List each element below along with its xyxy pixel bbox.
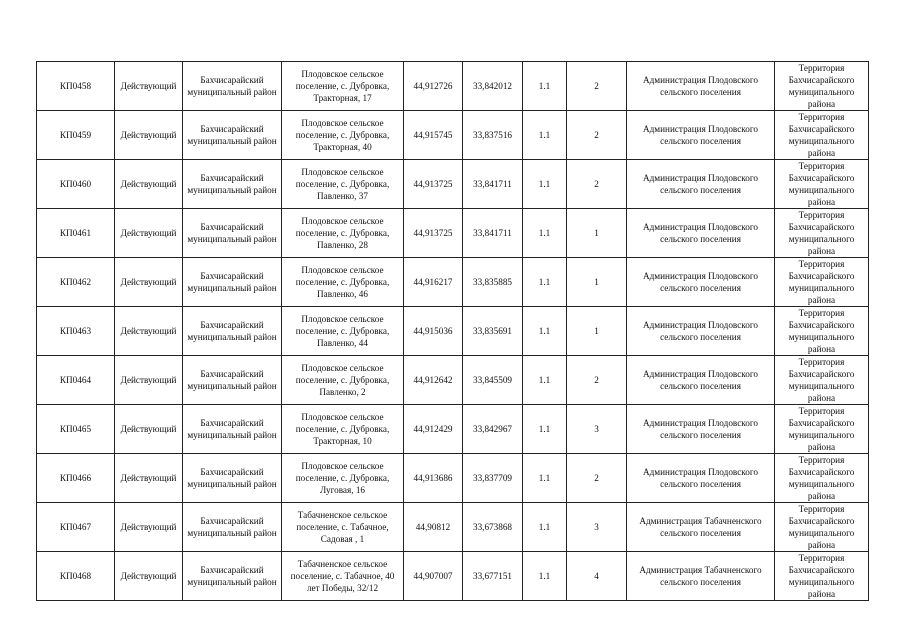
collection-points-table: [36, 61, 869, 601]
address: Плодовское сельское поселение, с. Дубровка, Тракторная, 17: [282, 62, 404, 111]
point-status: Действующий: [115, 62, 183, 111]
container-type: 1.1: [523, 258, 567, 307]
container-count: 1: [567, 307, 627, 356]
table-row: [37, 160, 869, 209]
table-row: [37, 552, 869, 601]
territory: Территория Бахчисарайского муниципального района: [775, 62, 869, 111]
territory: Территория Бахчисарайского муниципального района: [775, 503, 869, 552]
address: Плодовское сельское поселение, с. Дубровка, Павленко, 37: [282, 160, 404, 209]
territory: Территория Бахчисарайского муниципального района: [775, 356, 869, 405]
owner: Администрация Плодовского сельского поселения: [627, 307, 775, 356]
owner: Администрация Плодовского сельского поселения: [627, 160, 775, 209]
owner: Администрация Плодовского сельского поселения: [627, 111, 775, 160]
district: Бахчисарайский муниципальный район: [183, 552, 282, 601]
owner: Администрация Табачненского сельского поселения: [627, 552, 775, 601]
longitude: 33,841711: [463, 160, 523, 209]
longitude: 33,673868: [463, 503, 523, 552]
table-row: [37, 307, 869, 356]
district: Бахчисарайский муниципальный район: [183, 209, 282, 258]
longitude: 33,842967: [463, 405, 523, 454]
longitude: 33,837516: [463, 111, 523, 160]
point-id: КП0467: [37, 503, 115, 552]
point-id: КП0464: [37, 356, 115, 405]
table-row: [37, 62, 869, 111]
territory: Территория Бахчисарайского муниципального района: [775, 552, 869, 601]
container-type: 1.1: [523, 552, 567, 601]
point-id: КП0468: [37, 552, 115, 601]
longitude: 33,835885: [463, 258, 523, 307]
table-row: [37, 356, 869, 405]
container-type: 1.1: [523, 356, 567, 405]
table-row: [37, 454, 869, 503]
district: Бахчисарайский муниципальный район: [183, 258, 282, 307]
owner: Администрация Плодовского сельского поселения: [627, 454, 775, 503]
table-row: [37, 111, 869, 160]
container-count: 3: [567, 405, 627, 454]
latitude: 44,912726: [404, 62, 463, 111]
address: Плодовское сельское поселение, с. Дубровка, Луговая, 16: [282, 454, 404, 503]
container-count: 3: [567, 503, 627, 552]
latitude: 44,913725: [404, 160, 463, 209]
address: Плодовское сельское поселение, с. Дубровка, Тракторная, 40: [282, 111, 404, 160]
point-id: КП0459: [37, 111, 115, 160]
district: Бахчисарайский муниципальный район: [183, 405, 282, 454]
container-count: 2: [567, 62, 627, 111]
address: Плодовское сельское поселение, с. Дубровка, Павленко, 46: [282, 258, 404, 307]
container-count: 2: [567, 356, 627, 405]
container-type: 1.1: [523, 160, 567, 209]
district: Бахчисарайский муниципальный район: [183, 160, 282, 209]
longitude: 33,842012: [463, 62, 523, 111]
point-status: Действующий: [115, 405, 183, 454]
table-body: [37, 62, 869, 601]
container-count: 4: [567, 552, 627, 601]
longitude: 33,845509: [463, 356, 523, 405]
longitude: 33,677151: [463, 552, 523, 601]
container-type: 1.1: [523, 454, 567, 503]
latitude: 44,916217: [404, 258, 463, 307]
longitude: 33,841711: [463, 209, 523, 258]
point-status: Действующий: [115, 160, 183, 209]
district: Бахчисарайский муниципальный район: [183, 503, 282, 552]
latitude: 44,912642: [404, 356, 463, 405]
table-row: [37, 503, 869, 552]
container-count: 2: [567, 160, 627, 209]
point-status: Действующий: [115, 111, 183, 160]
district: Бахчисарайский муниципальный район: [183, 307, 282, 356]
latitude: 44,913725: [404, 209, 463, 258]
latitude: 44,90812: [404, 503, 463, 552]
territory: Территория Бахчисарайского муниципального района: [775, 111, 869, 160]
point-status: Действующий: [115, 356, 183, 405]
territory: Территория Бахчисарайского муниципального района: [775, 454, 869, 503]
latitude: 44,913686: [404, 454, 463, 503]
territory: Территория Бахчисарайского муниципального района: [775, 209, 869, 258]
point-id: КП0466: [37, 454, 115, 503]
owner: Администрация Плодовского сельского поселения: [627, 62, 775, 111]
point-id: КП0463: [37, 307, 115, 356]
longitude: 33,835691: [463, 307, 523, 356]
address: Плодовское сельское поселение, с. Дубровка, Павленко, 28: [282, 209, 404, 258]
address: Плодовское сельское поселение, с. Дубровка, Павленко, 2: [282, 356, 404, 405]
territory: Территория Бахчисарайского муниципального района: [775, 405, 869, 454]
container-count: 1: [567, 209, 627, 258]
owner: Администрация Плодовского сельского поселения: [627, 405, 775, 454]
owner: Администрация Табачненского сельского поселения: [627, 503, 775, 552]
district: Бахчисарайский муниципальный район: [183, 454, 282, 503]
point-status: Действующий: [115, 454, 183, 503]
latitude: 44,915036: [404, 307, 463, 356]
latitude: 44,907007: [404, 552, 463, 601]
point-id: КП0458: [37, 62, 115, 111]
point-status: Действующий: [115, 552, 183, 601]
district: Бахчисарайский муниципальный район: [183, 111, 282, 160]
territory: Территория Бахчисарайского муниципального района: [775, 307, 869, 356]
owner: Администрация Плодовского сельского поселения: [627, 209, 775, 258]
container-type: 1.1: [523, 111, 567, 160]
container-count: 2: [567, 454, 627, 503]
point-id: КП0460: [37, 160, 115, 209]
container-type: 1.1: [523, 307, 567, 356]
territory: Территория Бахчисарайского муниципального района: [775, 258, 869, 307]
point-id: КП0461: [37, 209, 115, 258]
container-type: 1.1: [523, 405, 567, 454]
district: Бахчисарайский муниципальный район: [183, 62, 282, 111]
container-type: 1.1: [523, 209, 567, 258]
address: Табачненское сельское поселение, с. Табачное, Садовая , 1: [282, 503, 404, 552]
table-row: [37, 258, 869, 307]
container-count: 2: [567, 111, 627, 160]
point-status: Действующий: [115, 258, 183, 307]
container-type: 1.1: [523, 503, 567, 552]
longitude: 33,837709: [463, 454, 523, 503]
address: Плодовское сельское поселение, с. Дубровка, Тракторная, 10: [282, 405, 404, 454]
table-row: [37, 209, 869, 258]
address: Плодовское сельское поселение, с. Дубровка, Павленко, 44: [282, 307, 404, 356]
point-id: КП0465: [37, 405, 115, 454]
container-count: 1: [567, 258, 627, 307]
owner: Администрация Плодовского сельского поселения: [627, 258, 775, 307]
territory: Территория Бахчисарайского муниципального района: [775, 160, 869, 209]
point-id: КП0462: [37, 258, 115, 307]
point-status: Действующий: [115, 503, 183, 552]
point-status: Действующий: [115, 307, 183, 356]
table-row: [37, 405, 869, 454]
container-type: 1.1: [523, 62, 567, 111]
owner: Администрация Плодовского сельского поселения: [627, 356, 775, 405]
address: Табачненское сельское поселение, с. Табачное, 40 лет Победы, 32/12: [282, 552, 404, 601]
point-status: Действующий: [115, 209, 183, 258]
latitude: 44,915745: [404, 111, 463, 160]
district: Бахчисарайский муниципальный район: [183, 356, 282, 405]
latitude: 44,912429: [404, 405, 463, 454]
